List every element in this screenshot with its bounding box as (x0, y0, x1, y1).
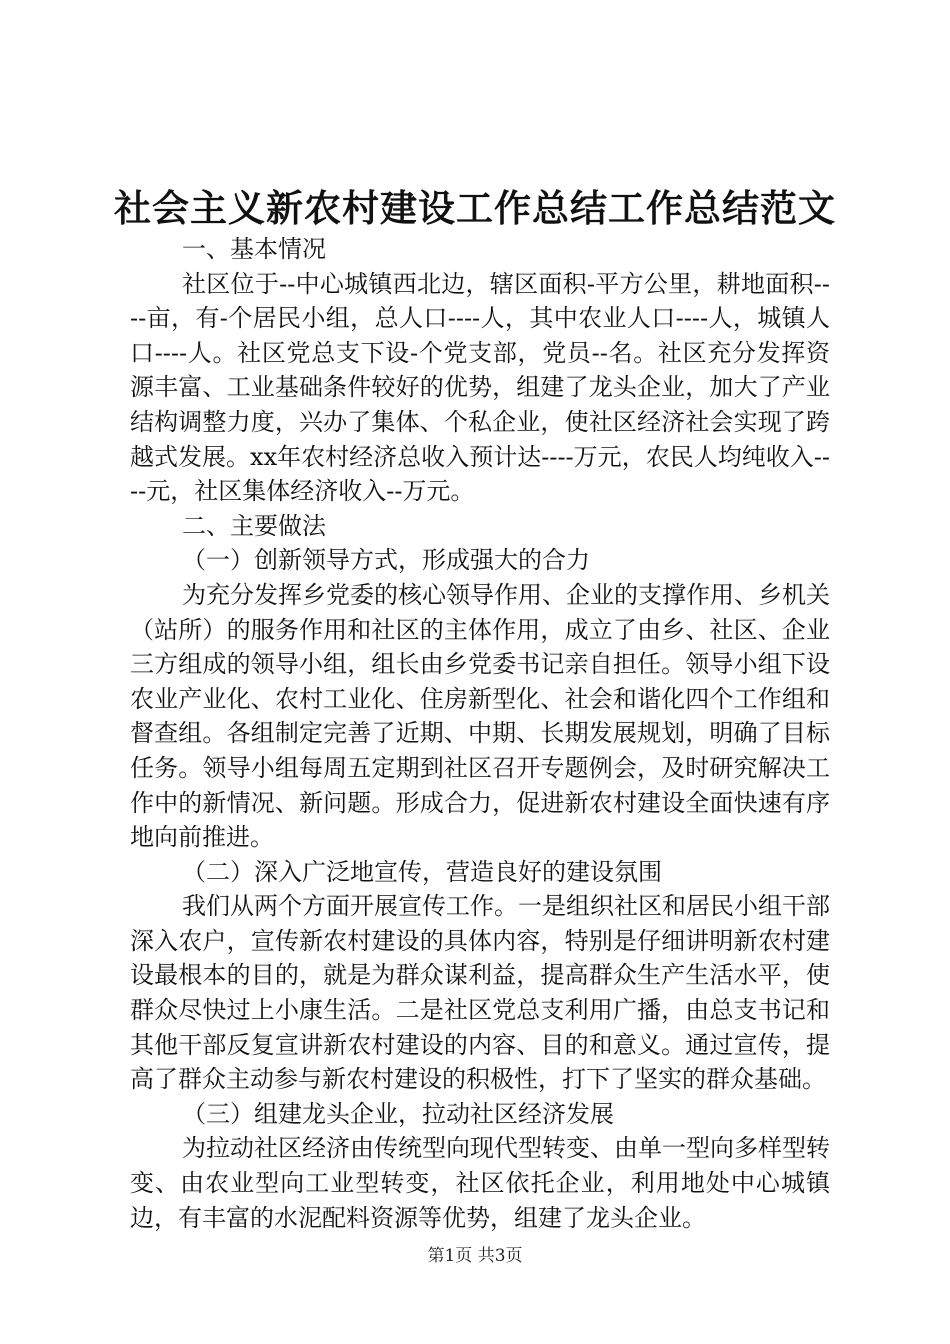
document-title: 社会主义新农村建设工作总结工作总结范文 (114, 186, 836, 230)
section-heading-2: 二、主要做法 (182, 511, 326, 540)
paragraph-publicity: 我们从两个方面开展宣传工作。一是组织社区和居民小组干部深入农户，宣传新农村建设的具体内容，特别是仔细讲明新农村建设最根本的目的，就是为群众谋利益，提高群众生产生活水平，使群众尽快过上小康生活。二是社区党总支利用广播，由总支书记和其他干部反复宣讲新农村建设的内容、目的和意义。通过宣传，提高了群众主动参与新农村建设的积极性，打下了坚实的群众基础。 (130, 892, 830, 1094)
subsection-heading-3: （三）组建龙头企业，拉动社区经济发展 (182, 1099, 614, 1128)
page-footer: 第1页 共3页 (427, 1246, 523, 1266)
paragraph-leadership: 为充分发挥乡党委的核心领导作用、企业的支撑作用、乡机关（站所）的服务作用和社区的主体作用，成立了由乡、社区、企业三方组成的领导小组，组长由乡党委书记亲自担任。领导小组下设农业产业化、农村工业化、住房新型化、社会和谐化四个工作组和督查组。各组制定完善了近期、中期、长期发展规划，明确了目标任务。领导小组每周五定期到社区召开专题例会，及时研究解决工作中的新情况、新问题。形成合力，促进新农村建设全面快速有序地向前推进。 (130, 580, 830, 852)
paragraph-basic-info: 社区位于--中心城镇西北边，辖区面积-平方公里，耕地面积----亩，有-个居民小组，总人口----人，其中农业人口----人，城镇人口----人。社区党总支下设-个党支部，党员--名。社区充分发挥资源丰富、工业基础条件较好的优势，组建了龙头企业，加大了产业结构调整力度，兴办了集体、个私企业，使社区经济社会实现了跨越式发展。xx年农村经济总收入预计达----万元，农民人均纯收入----元，社区集体经济收入--万元。 (130, 269, 830, 506)
subsection-heading-1: （一）创新领导方式，形成强大的合力 (182, 546, 590, 575)
document-body (130, 232, 830, 1235)
section-heading-1: 一、基本情况 (182, 235, 326, 263)
subsection-heading-2: （二）深入广泛地宣传，营造良好的建设氛围 (182, 857, 662, 886)
paragraph-enterprise: 为拉动社区经济由传统型向现代型转变、由单一型向多样型转变、由农业型向工业型转变，社区依托企业，利用地处中心城镇边，有丰富的水泥配料资源等优势，组建了龙头企业。 (130, 1134, 830, 1232)
